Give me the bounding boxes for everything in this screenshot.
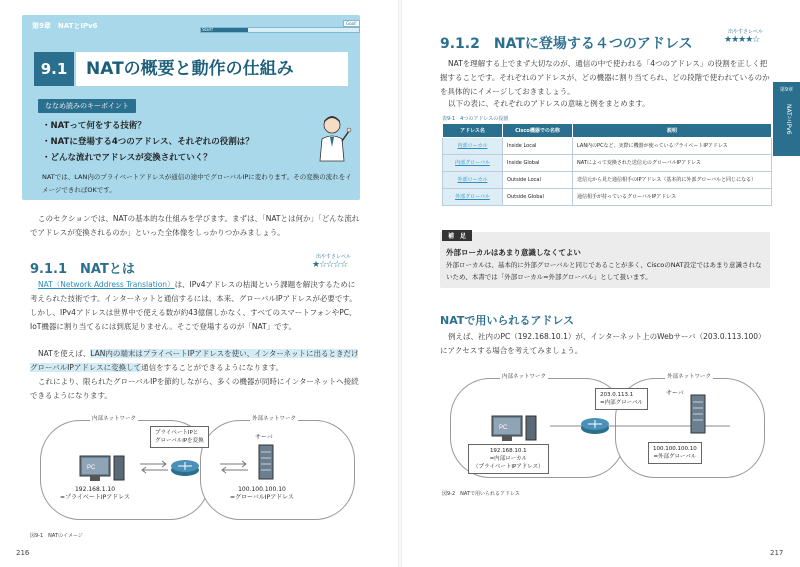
difficulty-label: 出やすさレベル — [316, 254, 352, 260]
key-points-box — [34, 97, 352, 197]
nat-paragraph-2 — [30, 347, 360, 375]
pc-address-label: 192.168.1.10 =プライベートIPアドレス — [60, 486, 131, 501]
cisco-name-cell: Inside Global — [503, 155, 573, 172]
table-caption: 表9-1 4つのアドレスの役割 — [442, 116, 509, 122]
section-header — [22, 15, 360, 200]
nat-paragraph-2-post: 通信をすることができるようになります。 — [141, 363, 284, 372]
description-cell: NATによって変換された送信元のグローバルIPアドレス — [573, 155, 772, 172]
nat-paragraph-2-highlight: LAN内の端末はプライベートIPアドレスを使い、インターネットに出るときだけグローバルIPアドレスに変換して — [30, 349, 359, 372]
four-address-paragraph-1: NATを理解する上でまず大切なのが、通信の中で使われる「4つのアドレス」の役割を正しく把握することです。それぞれのアドレスが、どの機器に割り当てられ、どの段階で使われているのかを具体的にイメージしておきましょう。 — [440, 59, 770, 96]
router-icon — [170, 456, 200, 478]
svg-text:PC: PC — [499, 425, 508, 431]
table-header-cell: Cisco機器での名称 — [503, 124, 573, 138]
bidirectional-arrow-icon — [218, 460, 250, 474]
subsection-title-912: 9.1.2 NATに登場する４つのアドレス — [440, 36, 693, 52]
nat-paragraph-1 — [30, 278, 360, 334]
progress-goal-label: Goal! — [343, 20, 360, 27]
intro-paragraph: このセクションでは、NATの基本的な仕組みを学びます。まずは、「NATとは何か」「どんな流れでアドレスが変換されるのか」といった全体像をしっかりつかみましょう。 — [30, 214, 360, 237]
server-label: サーバ — [255, 434, 273, 441]
pc-icon — [78, 454, 128, 484]
server-icon — [258, 444, 274, 480]
address-name-cell[interactable]: 内部ローカル — [443, 138, 503, 155]
key-points-tag: ななめ読みのキーポイント — [38, 99, 136, 113]
four-address-paragraph-2: 以下の表に、それぞれのアドレスの意味と例をまとめます。 — [448, 99, 650, 108]
section-number: 9.1 — [34, 52, 74, 86]
table-header-cell: 説明 — [573, 124, 772, 138]
key-point-item: ・NATって何をする技術？ — [42, 121, 146, 131]
teacher-illustration-icon — [312, 113, 352, 163]
server-label: サーバ — [666, 390, 684, 397]
table-row — [443, 189, 772, 206]
progress-start-label: Start! — [202, 27, 214, 32]
supplement-note — [440, 232, 770, 288]
nat-paragraph-2-pre: NATを使えば、 — [38, 349, 91, 358]
book-gutter — [398, 0, 402, 567]
note-tag: 補 足 — [442, 230, 472, 241]
difficulty-stars: ★★★★☆ — [724, 35, 760, 45]
svg-text:PC: PC — [87, 465, 96, 471]
description-cell: 送信元から見た通信相手のIPアドレス（基本的に外部グローバルと同じになる） — [573, 172, 772, 189]
description-cell: LAN内のPCなど、実際に機器が使っているプライベートIPアドレス — [573, 138, 772, 155]
address-name-cell[interactable]: 内部グローバル — [443, 155, 503, 172]
inner-network-label: 内部ネットワーク — [502, 374, 547, 380]
server-address-label: 100.100.100.10 =グローバルIPアドレス — [230, 486, 294, 501]
inner-network-label: 内部ネットワーク — [92, 416, 137, 422]
description-cell: 通信相手が持っているグローバルIPアドレス — [573, 189, 772, 206]
nat-address-diagram — [440, 368, 770, 483]
pc-icon — [490, 414, 540, 444]
page-number-right: 217 — [770, 549, 784, 557]
server-icon — [690, 394, 706, 434]
note-title: 外部ローカルはあまり意識しなくてよい — [446, 248, 581, 257]
bidirectional-arrow-icon — [138, 460, 170, 474]
address-name-cell[interactable]: 外部グローバル — [443, 189, 503, 206]
difficulty-stars: ★☆☆☆☆ — [312, 260, 348, 270]
chapter-tag: 第9章 NATとIPv6 — [32, 22, 98, 30]
progress-bar — [200, 27, 360, 33]
table-row — [443, 138, 772, 155]
table-header-row — [443, 124, 772, 138]
table-header-cell: アドレス名 — [443, 124, 503, 138]
figure-caption-9-2: 図9-2 NATで用いられるアドレス — [442, 491, 520, 497]
router-icon — [580, 414, 610, 436]
nat-paragraph-1-text: は、IPv4アドレスの枯渇という課題を解決するために考えられた技術です。インターネットと通信するには、本来、グローバルIPアドレスが必要です。しかし、IPv4アドレスは世界中で使える数が約43億個しかなく、すべてのスマートフォンやPC、IoT機器に割り当てるには到底足りません。そこで登場するのが「NAT」です。 — [30, 280, 357, 331]
table-row — [443, 172, 772, 189]
side-tab-chapter: 第9章 — [779, 87, 794, 93]
address-name-cell[interactable]: 外部ローカル — [443, 172, 503, 189]
section-title: NATの概要と動作の仕組み — [76, 52, 348, 86]
key-points-text: NATでは、LAN内のプライベートアドレスが通信の途中でグローバルIPに変わります。その変換の流れをイメージできればOKです。 — [42, 173, 352, 194]
nat-address-paragraph: 例えば、社内のPC（192.168.10.1）が、インターネット上のWebサーバ（203.0.113.100）にアクセスする場合を考えてみましょう。 — [440, 332, 766, 355]
cisco-name-cell: Outside Global — [503, 189, 573, 206]
translation-callout: プライベートIPと グローバルIPを変換 — [150, 426, 209, 448]
cisco-name-cell: Outside Local — [503, 172, 573, 189]
outer-network-label: 外部ネットワーク — [252, 416, 297, 422]
subsection-title-nat-addresses: NATで用いられるアドレス — [440, 314, 575, 327]
cisco-name-cell: Inside Local — [503, 138, 573, 155]
outer-network-label: 外部ネットワーク — [667, 374, 712, 380]
page-number-left: 216 — [16, 549, 30, 557]
difficulty-label: 出やすさレベル — [728, 29, 764, 35]
nat-diagram — [30, 408, 360, 523]
nat-term-link[interactable]: NAT（Network Address Translation） — [38, 280, 175, 289]
subsection-title-911: 9.1.1 NATとは — [30, 262, 135, 277]
note-body: 外部ローカルは、基本的に外部グローバルと同じであることが多く、CiscoのNAT設定ではあまり意識されないため、本書では「外部ローカル=外部グローバル」として扱います。 — [446, 261, 762, 281]
pc-address-callout: 192.168.10.1 =内部ローカル （プライベートIPアドレス） — [468, 444, 549, 474]
server-address-callout: 100.100.100.10 =外部グローバル — [648, 442, 702, 464]
figure-caption-9-1: 図9-1 NATのイメージ — [30, 533, 83, 539]
key-point-item: ・NATに登場する4つのアドレス、それぞれの役割は？ — [42, 137, 254, 147]
address-table — [442, 123, 772, 206]
router-address-callout: 203.0.113.1 =内部グローバル — [595, 388, 648, 410]
table-row — [443, 155, 772, 172]
side-tab-title: NATとIPv6 — [785, 104, 792, 135]
key-point-item: ・どんな流れでアドレスが変換されていく？ — [42, 153, 212, 163]
chapter-side-tab[interactable] — [773, 82, 800, 156]
nat-paragraph-3: これにより、限られたグローバルIPを節約しながら、多くの機器が同時にインターネットへ接続できるようになります。 — [30, 377, 359, 400]
